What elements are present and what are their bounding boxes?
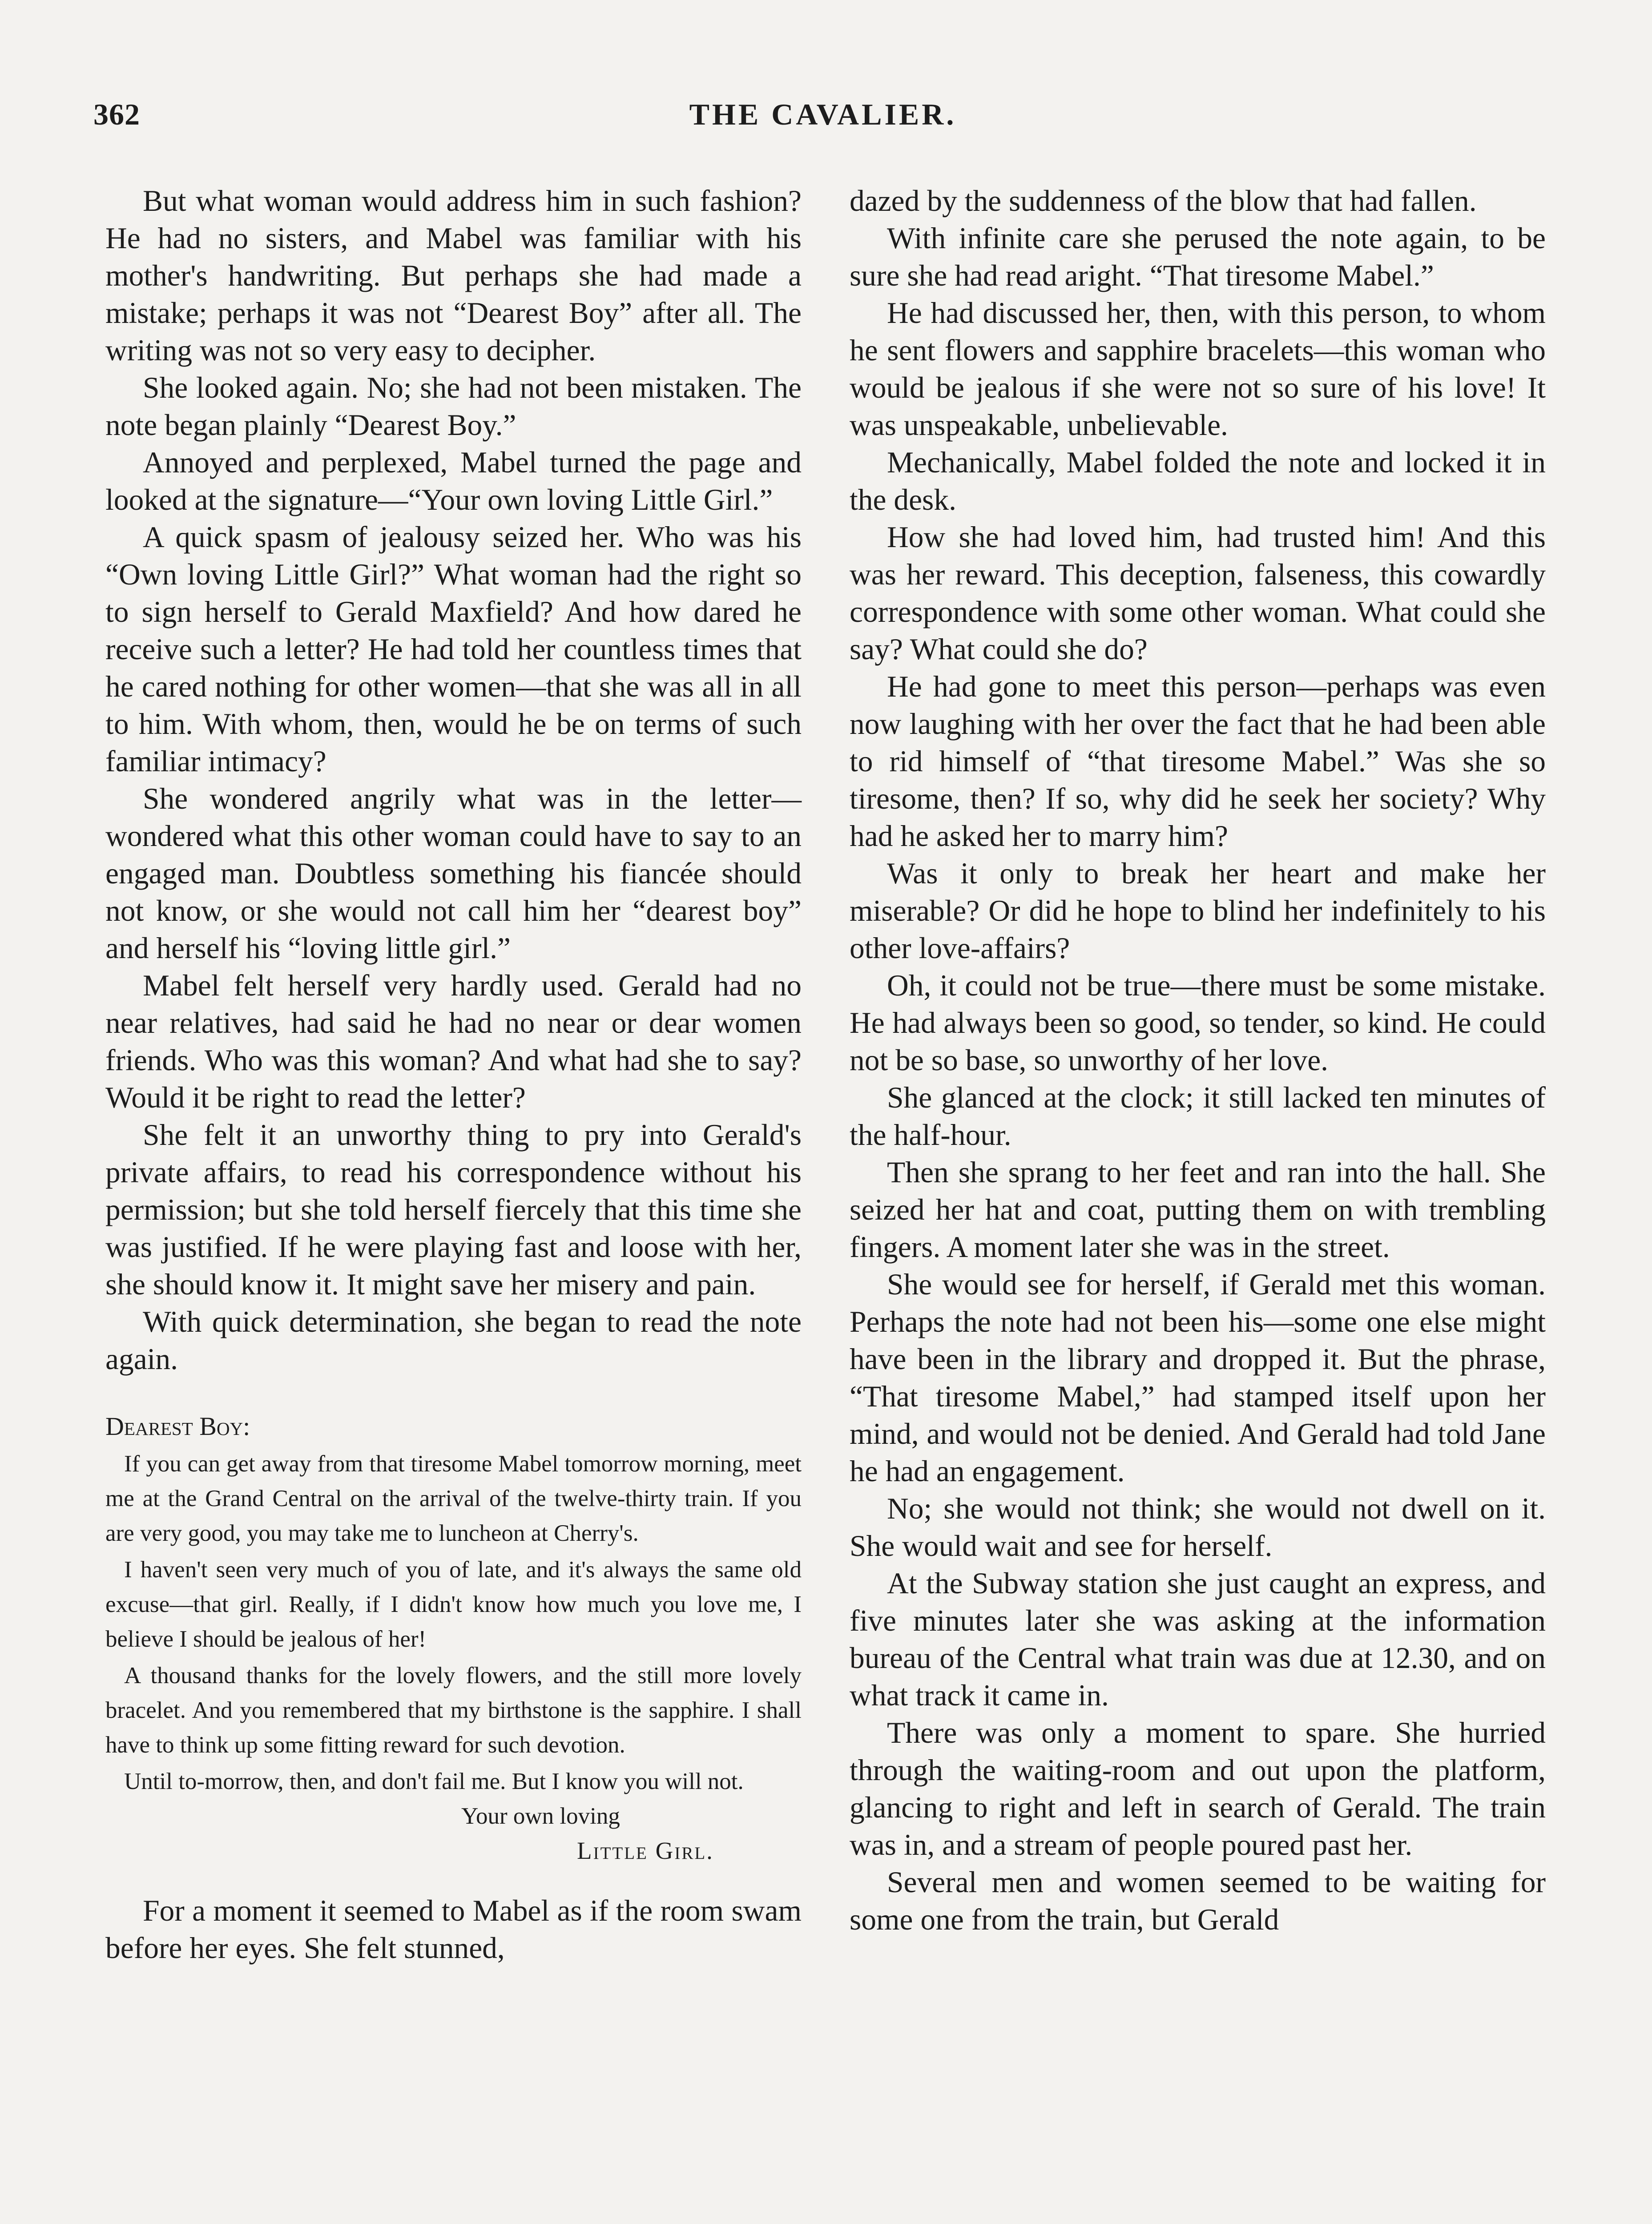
letter-paragraph: A thousand thanks for the lovely flowers, and the still more lovely bracelet. And you remembered that my birthstone is the sapphire. I shall have to think up some fitting reward for such devotion. <box>105 1663 802 1758</box>
paragraph: There was only a moment to spare. She hurried through the waiting-room and out upon the platform, glancing to right and left in search of Gerald. The train was in, and a stream of people poured past her. <box>850 1716 1546 1861</box>
letter-closing-line: Your own loving <box>461 1803 620 1829</box>
paragraph: With quick determination, she began to read the note again. <box>105 1305 802 1376</box>
letter-paragraph: If you can get away from that tiresome Mabel tomorrow morning, meet me at the Grand Central on the arrival of the twelve-thirty train. If you are very good, you may take me to luncheon at Cherry's. <box>105 1451 802 1546</box>
letter-closing <box>105 1799 802 1870</box>
paragraph: Was it only to break her heart and make her miserable? Or did he hope to blind her indefinitely to his other love-affairs? <box>850 857 1546 965</box>
letter-paragraph: I haven't seen very much of you of late, and it's always the same old excuse—that girl. Really, if I didn't know how much you love me, I believe I should be jealous of her! <box>105 1557 802 1652</box>
right-column <box>850 182 1546 1938</box>
paragraph: She glanced at the clock; it still lacked ten minutes of the half-hour. <box>850 1081 1546 1152</box>
letter-signature: Little Girl. <box>577 1837 714 1864</box>
paragraph: No; she would not think; she would not dwell on it. She would wait and see for herself. <box>850 1492 1546 1563</box>
page-number: 362 <box>93 97 140 131</box>
left-column <box>105 182 802 1967</box>
continued-paragraph: dazed by the suddenness of the blow that had fallen. <box>850 184 1477 218</box>
paragraph: Mabel felt herself very hardly used. Gerald had no near relatives, had said he had no near or dear women friends. Who was this woman? And what had she to say? Would it be right to read the letter? <box>105 969 802 1114</box>
quoted-letter <box>105 1409 802 1870</box>
paragraph: At the Subway station she just caught an express, and five minutes later she was asking at the information bureau of the Central what train was due at 12.30, and on what track it came in. <box>850 1567 1546 1712</box>
paragraph: He had discussed her, then, with this person, to whom he sent flowers and sapphire bracelets—this woman who would be jealous if she were not so sure of his love! It was unspeakable, unbelievable. <box>850 296 1546 442</box>
paragraph: A quick spasm of jealousy seized her. Who was his “Own loving Little Girl?” What woman had the right so to sign herself to Gerald Maxfield? And how dared he receive such a letter? He had told her countless times that he cared nothing for other women—that she was all in all to him. With whom, then, would he be on terms of such familiar intimacy? <box>105 520 802 778</box>
paragraph: Several men and women seemed to be waiting for some one from the train, but Gerald <box>850 1865 1546 1936</box>
paragraph: He had gone to meet this person—perhaps was even now laughing with her over the fact that he had been able to rid himself of “that tiresome Mabel.” Was she so tiresome, then? If so, why did he seek her society? Why had he asked her to marry him? <box>850 670 1546 853</box>
paragraph: How she had loved him, had trusted him! And this was her reward. This deception, falseness, this cowardly correspondence with some other woman. What could she say? What could she do? <box>850 520 1546 666</box>
page-header <box>93 97 1552 146</box>
letter-salutation: Dearest Boy: <box>105 1412 250 1441</box>
paragraph: She looked again. No; she had not been mistaken. The note began plainly “Dearest Boy.” <box>105 371 802 442</box>
paragraph: Then she sprang to her feet and ran into the hall. She seized her hat and coat, putting them on with trembling fingers. A moment later she was in the street. <box>850 1156 1546 1264</box>
paragraph: For a moment it seemed to Mabel as if the room swam before her eyes. She felt stunned, <box>105 1894 802 1965</box>
paragraph: Mechanically, Mabel folded the note and locked it in the desk. <box>850 446 1546 516</box>
paragraph: Oh, it could not be true—there must be some mistake. He had always been so good, so tender, so kind. He could not be so base, so unworthy of her love. <box>850 969 1546 1077</box>
paragraph: Annoyed and perplexed, Mabel turned the page and looked at the signature—“Your own loving Little Girl.” <box>105 446 802 516</box>
paragraph: With infinite care she perused the note again, to be sure she had read aright. “That tiresome Mabel.” <box>850 222 1546 292</box>
paragraph: She wondered angrily what was in the letter—wondered what this other woman could have to say to an engaged man. Doubtless something his fiancée should not know, or she would not call him her “dearest boy” and herself his “loving little girl.” <box>105 782 802 965</box>
paragraph: She felt it an unworthy thing to pry into Gerald's private affairs, to read his correspondence without his permission; but she told herself fiercely that this time she was justified. If he were playing fast and loose with her, she should know it. It might save her misery and pain. <box>105 1118 802 1301</box>
magazine-title: THE CAVALIER. <box>689 97 957 131</box>
paragraph: She would see for herself, if Gerald met this woman. Perhaps the note had not been his—some one else might have been in the library and dropped it. But the phrase, “That tiresome Mabel,” had stamped itself upon her mind, and would not be denied. And Gerald had told Jane he had an engagement. <box>850 1268 1546 1488</box>
letter-paragraph: Until to-morrow, then, and don't fail me. But I know you will not. <box>124 1769 744 1794</box>
paragraph: But what woman would address him in such fashion? He had no sisters, and Mabel was familiar with his mother's handwriting. But perhaps she had made a mistake; perhaps it was not “Dearest Boy” after all. The writing was not so very easy to decipher. <box>105 184 802 367</box>
